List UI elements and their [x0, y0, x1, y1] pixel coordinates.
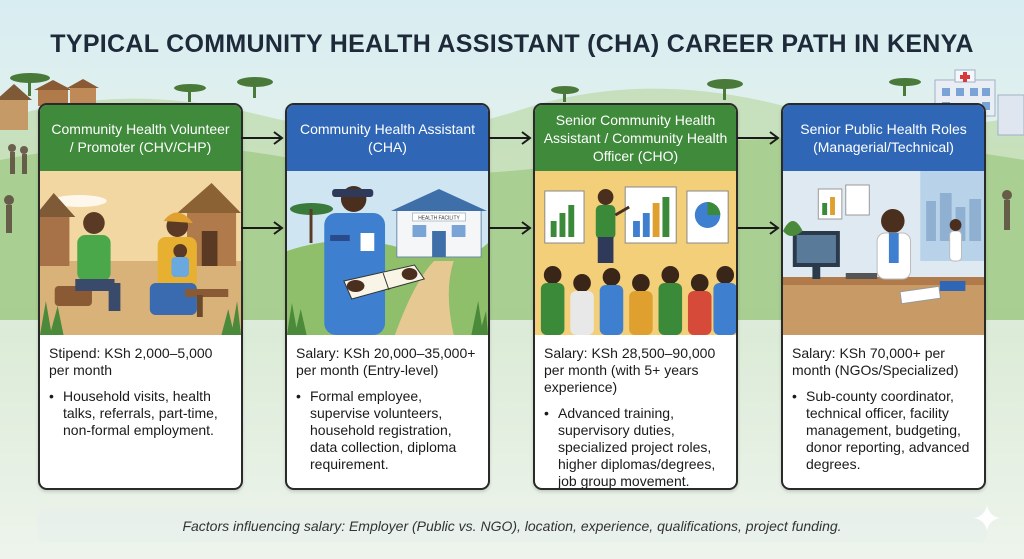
stage-card-cho	[533, 103, 738, 490]
stage-details-text: Formal employee, supervise volunteers, household registration, data collection, diploma requirement.	[310, 388, 457, 472]
stage-details-text: Sub-county coordinator, technical officer, facility management, budgeting, donor reporting, advanced degrees.	[806, 388, 970, 472]
stage-salary: Salary: KSh 20,000–35,000+ per month (Entry-level)	[296, 345, 476, 378]
salary-factors-note: Factors influencing salary: Employer (Public vs. NGO), location, experience, qualifications, project funding.	[37, 509, 987, 542]
stage-details	[792, 388, 975, 473]
arrow-right-icon	[737, 131, 781, 145]
stage-details	[544, 405, 727, 490]
cho-training-session-illustration	[535, 171, 736, 335]
stage-details-text: Household visits, health talks, referrals, part-time, non-formal employment.	[63, 388, 218, 438]
stage-details	[49, 388, 232, 439]
page-title: TYPICAL COMMUNITY HEALTH ASSISTANT (CHA) CAREER PATH IN KENYA	[50, 30, 974, 58]
stage-details	[296, 388, 479, 473]
arrow-right-icon	[241, 131, 285, 145]
stage-heading: Community Health Assistant (CHA)	[287, 105, 488, 171]
stage-details-text: Advanced training, supervisory duties, specialized project roles, higher diplomas/degrees, job group movement.	[558, 405, 716, 489]
stage-card-senior	[781, 103, 986, 490]
sparkle-icon	[972, 503, 1002, 533]
senior-office-illustration	[783, 171, 984, 335]
arrow-right-icon	[737, 221, 781, 235]
arrow-right-icon	[489, 131, 533, 145]
cha-data-collection-illustration	[287, 171, 488, 335]
arrow-right-icon	[241, 221, 285, 235]
bullet-icon: •	[49, 388, 54, 404]
stage-salary: Salary: KSh 28,500–90,000 per month (with 5+ years experience)	[544, 345, 716, 395]
stage-card-chv	[38, 103, 243, 490]
volunteer-household-visit-illustration	[40, 171, 241, 335]
facility-sign: HEALTH FACILITY	[418, 216, 460, 222]
stage-salary: Stipend: KSh 2,000–5,000 per month	[49, 345, 213, 378]
stage-salary: Salary: KSh 70,000+ per month (NGOs/Specialized)	[792, 345, 959, 378]
bullet-icon: •	[296, 388, 301, 404]
bullet-icon: •	[544, 405, 549, 421]
stage-heading: Community Health Volunteer / Promoter (CHV/CHP)	[40, 105, 241, 171]
stage-heading: Senior Public Health Roles (Managerial/Technical)	[783, 105, 984, 171]
arrow-right-icon	[489, 221, 533, 235]
bullet-icon: •	[792, 388, 797, 404]
stage-heading: Senior Community Health Assistant / Community Health Officer (CHO)	[535, 105, 736, 171]
stage-card-cha	[285, 103, 490, 490]
